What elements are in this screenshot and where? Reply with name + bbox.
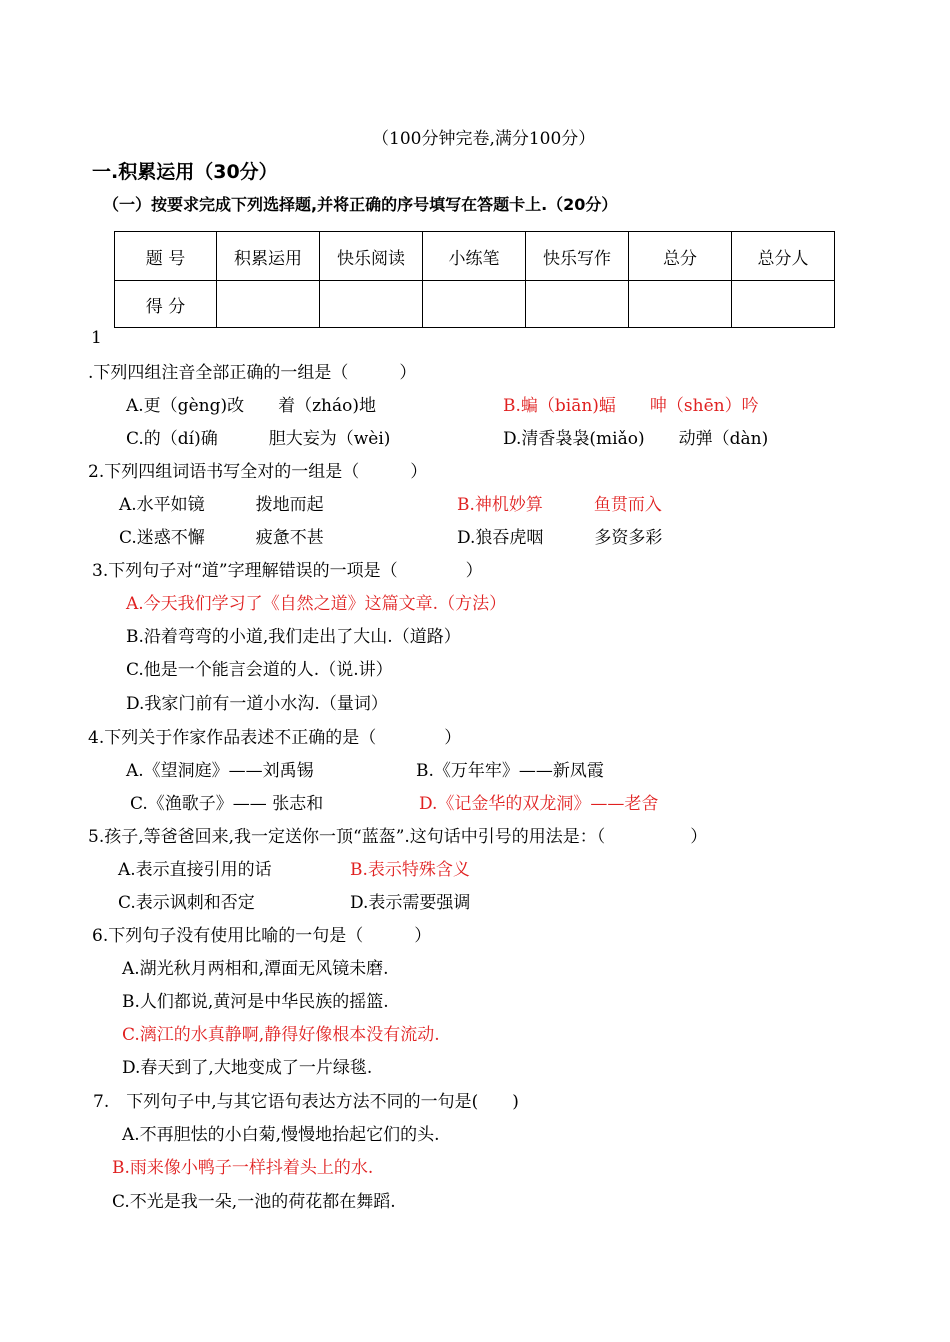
- option-text: D.狼吞虎咽 多资多彩: [457, 528, 663, 548]
- question-stem: 2.下列四组词语书写全对的一组是（ ）: [88, 462, 428, 482]
- option-text: D.我家门前有一道小水沟.（量词）: [126, 694, 388, 714]
- question-stem: 7. 下列句子中,与其它语句表达方法不同的一句是( ): [93, 1092, 519, 1112]
- option-text: D.春天到了,大地变成了一片绿毯.: [122, 1058, 373, 1078]
- score-cell[interactable]: [526, 281, 629, 328]
- score-cell[interactable]: [217, 281, 320, 328]
- option-text: B.《万年牢》——新凤霞: [416, 761, 604, 781]
- score-table-header: 题 号: [115, 232, 217, 281]
- option-text: C.迷惑不懈 疲惫不甚: [119, 528, 324, 548]
- score-table-header: 快乐阅读: [320, 232, 423, 281]
- option-text: A.更（gèng)改 着（zháo)地: [126, 396, 376, 416]
- option-text: A.湖光秋月两相和,潭面无风镜未磨.: [122, 959, 389, 979]
- option-text: A.《望洞庭》——刘禹锡: [126, 761, 314, 781]
- score-cell[interactable]: [732, 281, 835, 328]
- option-text-correct: B.表示特殊含义: [350, 860, 470, 880]
- section-title: 一.积累运用（30分）: [92, 161, 278, 183]
- option-text: B.人们都说,黄河是中华民族的摇篮.: [122, 992, 389, 1012]
- option-text: A.不再胆怯的小白菊,慢慢地抬起它们的头.: [122, 1125, 440, 1145]
- option-text-correct: B.蝙（biān)蝠 呻（shēn）吟: [503, 396, 759, 416]
- score-cell[interactable]: [629, 281, 732, 328]
- option-text: D.清香袅袅(miǎo) 动弹（dàn): [503, 429, 769, 449]
- question-stem: 5.孩子,等爸爸回来,我一定送你一顶“蓝盔”.这句话中引号的用法是：（ ）: [88, 827, 708, 847]
- question-number: 1: [91, 328, 102, 348]
- exam-subtitle: （100分钟完卷,满分100分）: [372, 129, 596, 149]
- question-stem: 4.下列关于作家作品表述不正确的是（ ）: [88, 728, 462, 748]
- question-stem: 6.下列句子没有使用比喻的一句是（ ）: [92, 926, 432, 946]
- score-table-score-row: [115, 281, 835, 328]
- score-table-header: 快乐写作: [526, 232, 629, 281]
- question-stem: 3.下列句子对“道”字理解错误的一项是（ ）: [92, 561, 483, 581]
- score-table-header: 总分人: [732, 232, 835, 281]
- question-stem: .下列四组注音全部正确的一组是（ ）: [88, 363, 417, 383]
- score-table-header: 小练笔: [423, 232, 526, 281]
- score-table-header-row: [115, 232, 835, 281]
- option-text: C.他是一个能言会道的人.（说.讲）: [126, 660, 393, 680]
- score-cell[interactable]: [320, 281, 423, 328]
- option-text: A.水平如镜 拨地而起: [119, 495, 324, 515]
- option-text-correct: B.神机妙算 鱼贯而入: [457, 495, 662, 515]
- option-text: A.表示直接引用的话: [118, 860, 272, 880]
- option-text: C.《渔歌子》—— 张志和: [130, 794, 324, 814]
- subsection-title: （一）按要求完成下列选择题,并将正确的序号填写在答题卡上.（20分）: [103, 195, 618, 214]
- option-text: C.的（dí)确 胆大妄为（wèi): [126, 429, 391, 449]
- option-text-correct: D.《记金华的双龙洞》——老舍: [419, 794, 659, 814]
- score-cell[interactable]: [423, 281, 526, 328]
- option-text-correct: C.漓江的水真静啊,静得好像根本没有流动.: [122, 1025, 440, 1045]
- option-text: C.表示讽刺和否定: [118, 893, 255, 913]
- option-text: C.不光是我一朵,一池的荷花都在舞蹈.: [112, 1192, 396, 1212]
- option-text-correct: B.雨来像小鸭子一样抖着头上的水.: [112, 1158, 374, 1178]
- option-text: B.沿着弯弯的小道,我们走出了大山.（道路）: [126, 627, 461, 647]
- option-text: D.表示需要强调: [350, 893, 471, 913]
- score-table: [114, 231, 835, 328]
- score-row-label: 得 分: [115, 281, 217, 328]
- score-table-header: 积累运用: [217, 232, 320, 281]
- option-text-correct: A.今天我们学习了《自然之道》这篇文章.（方法）: [126, 594, 507, 614]
- score-table-header: 总分: [629, 232, 732, 281]
